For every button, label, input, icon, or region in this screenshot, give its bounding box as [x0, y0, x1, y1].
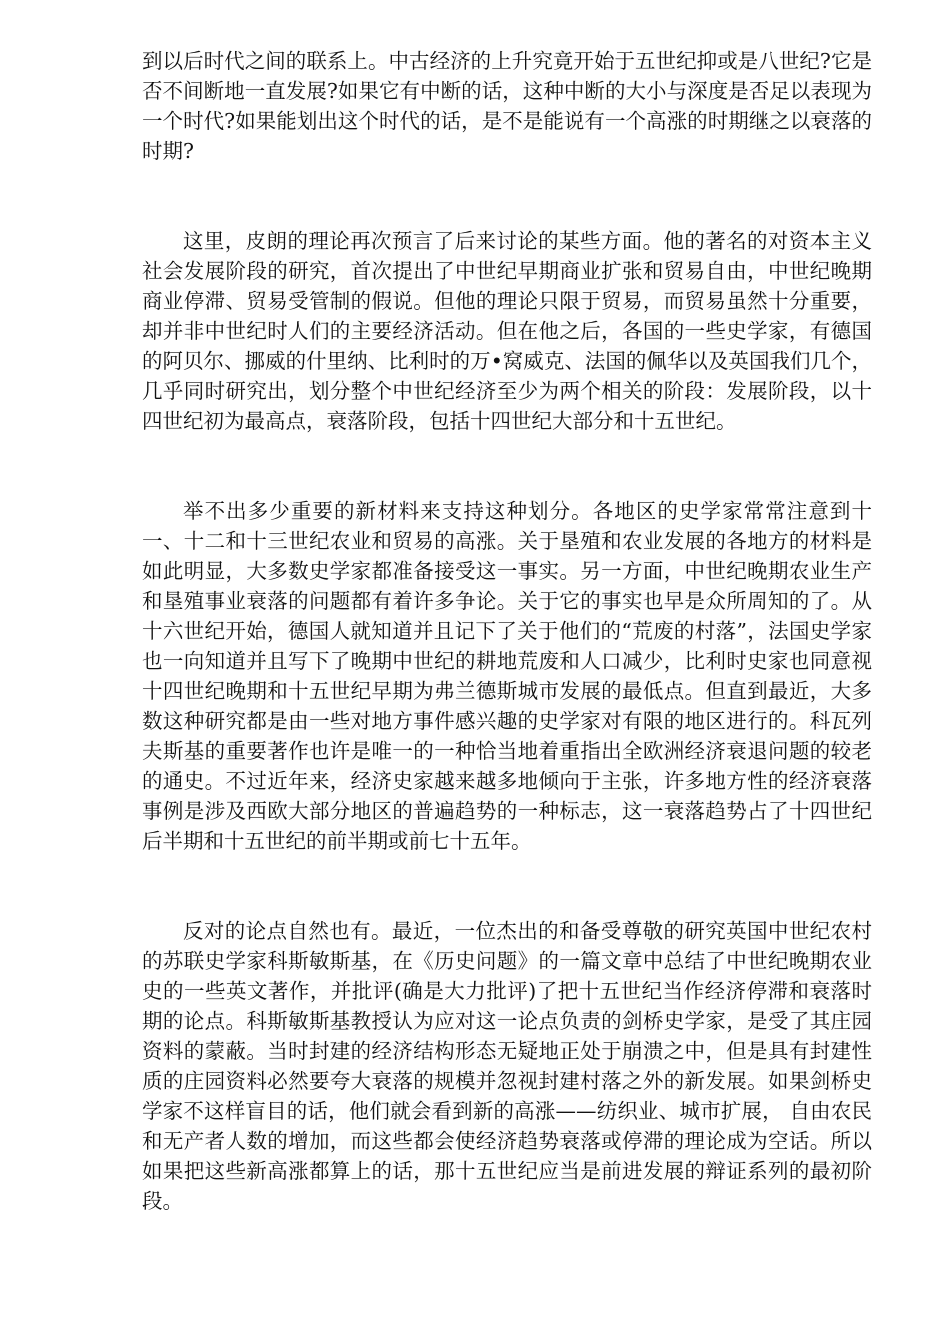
paragraph-gap — [142, 436, 872, 496]
paragraph-evidence: 举不出多少重要的新材料来支持这种划分。各地区的史学家常常注意到十一、十二和十三世纪农业和贸易的高涨。关于垦殖和农业发展的各地方的材料是如此明显，大多数史学家都准备接受这一事实。另一方面，中世纪晚期农业生产和垦殖事业衰落的问题都有着许多争论。关于它的事实也早是众所周知的了。从十六世纪开始，德国人就知道并且记下了关于他们的“荒废的村落”，法国史学家也一向知道并且写下了晚期中世纪的耕地荒废和人口减少，比利时史家也同意视十四世纪晚期和十五世纪早期为弗兰德斯城市发展的最低点。但直到最近，大多数这种研究都是由一些对地方事件感兴趣的史学家对有限的地区进行的。科瓦列夫斯基的重要著作也许是唯一的一种恰当地着重指出全欧洲经济衰退问题的较老的通史。不过近年来，经济史家越来越多地倾向于主张，许多地方性的经济衰落事例是涉及西欧大部分地区的普遍趋势的一种标志，这一衰落趋势占了十四世纪后半期和十五世纪的前半期或前七十五年。 — [142, 499, 872, 853]
paragraph-continuation: 到以后时代之间的联系上。中古经济的上升究竟开始于五世纪抑或是八世纪?它是否不间断地一直发展?如果它有中断的话，这种中断的大小与深度是否足以表现为一个时代?如果能划出这个时代的话，是不是能说有一个高涨的时期继之以衰落的时期? — [142, 49, 872, 163]
paragraph-pirenne-theory: 这里，皮朗的理论再次预言了后来讨论的某些方面。他的著名的对资本主义社会发展阶段的研究，首次提出了中世纪早期商业扩张和贸易自由，中世纪晚期商业停滞、贸易受管制的假说。但他的理论只限于贸易，而贸易虽然十分重要，却并非中世纪时人们的主要经济活动。但在他之后，各国的一些史学家，有德国的阿贝尔、挪威的什里纳、比利时的万•窝威克、法国的佩华以及英国我们几个，几乎同时研究出，划分整个中世纪经济至少为两个相关的阶段：发展阶段，以十四世纪初为最高点，衰落阶段，包括十四世纪大部分和十五世纪。 — [142, 229, 872, 433]
paragraph-counterargument: 反对的论点自然也有。最近，一位杰出的和备受尊敬的研究英国中世纪农村的苏联史学家科斯敏斯基，在《历史问题》的一篇文章中总结了中世纪晚期农业史的一些英文著作，并批评(确是大力批评)了把十五世纪当作经济停滞和衰落时期的论点。科斯敏斯基教授认为应对这一论点负责的剑桥史学家，是受了其庄园资料的蒙蔽。当时封建的经济结构形态无疑地正处于崩溃之中，但是具有封建性质的庄园资料必然要夸大衰落的规模并忽视封建村落之外的新发展。如果剑桥史学家不这样盲目的话，他们就会看到新的高涨——纺织业、城市扩展， 自由农民和无产者人数的增加，而这些都会使经济趋势衰落或停滞的理论成为空话。所以如果把这些新高涨都算上的话，那十五世纪应当是前进发展的辩证系列的最初阶段。 — [142, 919, 872, 1213]
document-page — [142, 46, 872, 1216]
paragraph-gap — [142, 166, 872, 226]
paragraph-gap — [142, 856, 872, 916]
